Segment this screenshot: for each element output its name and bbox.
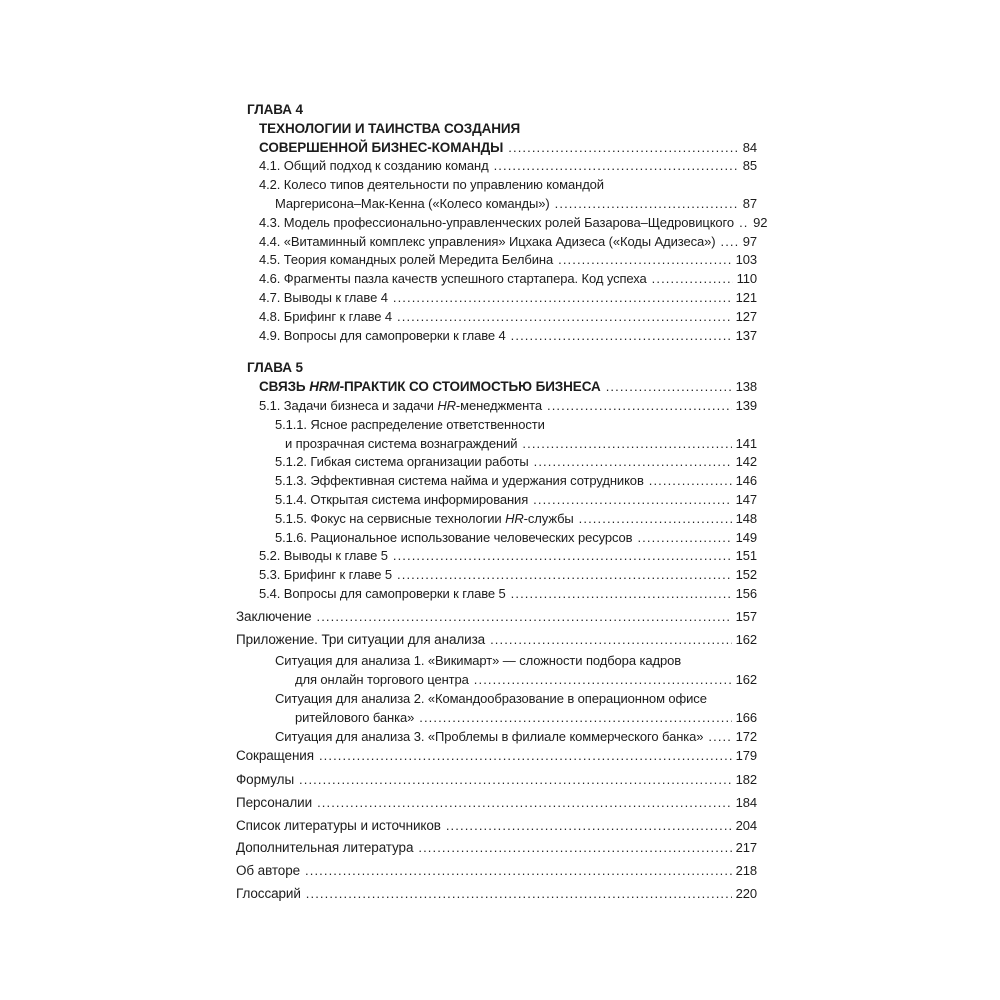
toc-entry-text: 4.1. Общий подход к созданию команд	[259, 158, 489, 174]
leader-dots	[649, 472, 732, 491]
leader-dots	[547, 397, 732, 416]
toc-entry-text: 5.4. Вопросы для самопроверки к главе 5	[259, 585, 506, 601]
toc-line-ch5-label	[236, 359, 757, 378]
leader-dots	[606, 378, 732, 397]
toc-line-ch4-label	[236, 101, 757, 120]
toc-line-situaciya-1-line2	[236, 671, 757, 690]
toc-line-item-4-1	[236, 157, 757, 176]
page-number: 151	[735, 548, 757, 564]
toc-entry-text: ритейлового банка»	[295, 709, 415, 725]
leader-dots	[393, 547, 732, 566]
leader-dots	[534, 453, 732, 472]
toc-line-item-5-1-1-line1	[236, 416, 757, 435]
toc-line-ch4-title-line2	[236, 139, 757, 158]
toc-entry-text: 4.3. Модель профессионально-управленческих ролей Базарова–Щедровицкого	[259, 214, 735, 230]
toc-line-situaciya-3	[236, 728, 757, 747]
leader-dots	[474, 671, 732, 690]
toc-entry-text: 4.6. Фрагменты пазла качеств успешного стартапера. Код успеха	[259, 271, 647, 287]
toc-entry-text: 5.1. Задачи бизнеса и задачи HR-менеджмента	[259, 397, 542, 413]
page-number: 103	[735, 252, 757, 268]
toc-entry-text: 4.8. Брифинг к главе 4	[259, 308, 393, 324]
toc-entry-text: 5.3. Брифинг к главе 5	[259, 567, 393, 583]
toc-entry-text: Дополнительная литература	[236, 840, 414, 856]
toc-line-prilozhenie	[236, 631, 757, 650]
leader-dots	[637, 529, 731, 548]
toc-entry-text: 4.5. Теория командных ролей Мередита Белбина	[259, 252, 554, 268]
page-number: 110	[736, 271, 757, 287]
toc-entry-text: Персоналии	[236, 794, 313, 810]
toc-entry-text: Сокращения	[236, 748, 314, 764]
toc-line-item-5-1-3	[236, 472, 757, 491]
page-number: 156	[735, 585, 757, 601]
toc-line-glossarij	[236, 885, 757, 904]
toc-line-item-5-4	[236, 585, 757, 604]
page-number: 127	[735, 308, 757, 324]
page-number: 152	[735, 567, 757, 583]
leader-dots	[508, 139, 738, 158]
page-number: 84	[742, 139, 757, 155]
leader-dots	[558, 251, 731, 270]
leader-dots	[739, 214, 749, 233]
toc-entry-text: 5.1.6. Рациональное использование человеческих ресурсов	[275, 529, 633, 545]
page-number: 162	[735, 672, 757, 688]
toc-entry-text: СОВЕРШЕННОЙ БИЗНЕС-КОМАНДЫ	[259, 139, 504, 155]
toc-entry-text: и прозрачная система вознаграждений	[285, 435, 518, 451]
toc-entry-text: 5.1.2. Гибкая система организации работы	[275, 454, 529, 470]
table-of-contents	[236, 101, 768, 904]
toc-line-item-5-1	[236, 397, 757, 416]
leader-dots	[397, 308, 732, 327]
toc-line-situaciya-2-line1	[236, 690, 757, 709]
page-number: 139	[735, 397, 757, 413]
page-number: 218	[735, 863, 757, 879]
toc-entry-text: Ситуация для анализа 1. «Викимарт» — сложности подбора кадров	[275, 653, 682, 669]
page-number: 204	[735, 817, 757, 833]
page-number: 162	[735, 631, 757, 647]
toc-line-situaciya-2-line2	[236, 709, 757, 728]
toc-line-sokrashcheniya	[236, 747, 757, 766]
page-number: 148	[735, 510, 757, 526]
toc-entry-text: Об авторе	[236, 863, 301, 879]
toc-line-ob-avtore	[236, 862, 757, 881]
leader-dots	[319, 747, 732, 766]
toc-entry-text: Список литературы и источников	[236, 817, 441, 833]
leader-dots	[511, 585, 732, 604]
toc-entry-text: 4.9. Вопросы для самопроверки к главе 4	[259, 327, 506, 343]
toc-line-item-5-1-2	[236, 453, 757, 472]
leader-dots	[317, 794, 732, 813]
toc-line-item-5-1-6	[236, 529, 757, 548]
toc-line-item-4-5	[236, 251, 757, 270]
toc-entry-text: 4.4. «Витаминный комплекс управления» Ицхака Адизеса («Коды Адизеса»)	[259, 233, 716, 249]
page-number: 166	[735, 709, 757, 725]
toc-entry-text: Приложение. Три ситуации для анализа	[236, 631, 486, 647]
toc-lines	[236, 101, 768, 904]
leader-dots	[397, 566, 732, 585]
leader-dots	[306, 885, 732, 904]
toc-line-dopolnitelnaya-literatura	[236, 839, 757, 858]
page-number: 87	[742, 195, 757, 211]
toc-line-item-4-3	[236, 214, 768, 233]
leader-dots	[652, 270, 733, 289]
page-number: 182	[735, 772, 757, 788]
page-number: 142	[735, 454, 757, 470]
leader-dots	[418, 839, 731, 858]
leader-dots	[446, 817, 732, 836]
toc-entry-text: ГЛАВА 5	[247, 360, 303, 376]
leader-dots	[579, 510, 732, 529]
page-number: 85	[742, 158, 757, 174]
toc-entry-text: 5.1.3. Эффективная система найма и удержания сотрудников	[275, 473, 644, 489]
toc-entry-text: Ситуация для анализа 2. «Командообразование в операционном офисе	[275, 690, 707, 706]
toc-entry-text: 5.1.1. Ясное распределение ответственности	[275, 416, 545, 432]
leader-dots	[522, 435, 731, 454]
leader-dots	[316, 608, 731, 627]
leader-dots	[494, 157, 739, 176]
leader-dots	[419, 709, 731, 728]
leader-dots	[299, 771, 732, 790]
page-number: 147	[735, 491, 757, 507]
toc-line-item-4-6	[236, 270, 757, 289]
toc-line-item-4-2-line1	[236, 176, 757, 195]
toc-entry-text: 5.1.4. Открытая система информирования	[275, 491, 529, 507]
leader-dots	[555, 195, 739, 214]
toc-entry-text: ТЕХНОЛОГИИ И ТАИНСТВА СОЗДАНИЯ	[259, 120, 521, 136]
toc-line-personalii	[236, 794, 757, 813]
toc-line-situaciya-1-line1	[236, 652, 757, 671]
toc-entry-text: СВЯЗЬ HRM-ПРАКТИК СО СТОИМОСТЬЮ БИЗНЕСА	[259, 379, 601, 395]
page-number: 121	[735, 289, 757, 305]
toc-line-spisok-literatury	[236, 817, 757, 836]
toc-line-item-5-1-4	[236, 491, 757, 510]
toc-entry-text: 4.2. Колесо типов деятельности по управлению командой	[259, 177, 604, 193]
toc-line-item-5-2	[236, 547, 757, 566]
toc-entry-text: Маргерисона–Мак-Кенна («Колесо команды»)	[275, 195, 550, 211]
leader-dots	[511, 327, 732, 346]
toc-entry-text: Формулы	[236, 772, 295, 788]
toc-line-ch5-title	[236, 378, 757, 397]
toc-entry-text: 4.7. Выводы к главе 4	[259, 289, 388, 305]
page-number: 157	[735, 608, 757, 624]
page-number: 179	[735, 748, 757, 764]
toc-line-item-4-2-line2	[236, 195, 757, 214]
toc-entry-text: для онлайн торгового центра	[295, 672, 469, 688]
toc-line-formuly	[236, 771, 757, 790]
page-number: 220	[735, 886, 757, 902]
toc-line-item-4-9	[236, 327, 757, 346]
page-number: 146	[735, 473, 757, 489]
toc-line-zakluchenie	[236, 608, 757, 627]
page-number: 97	[742, 233, 757, 249]
page-number: 172	[735, 728, 757, 744]
leader-dots	[533, 491, 731, 510]
leader-dots	[708, 728, 731, 747]
toc-line-item-4-4	[236, 233, 757, 252]
leader-dots	[720, 233, 738, 252]
page-number: 137	[735, 327, 757, 343]
toc-entry-text: ГЛАВА 4	[247, 102, 303, 117]
page-number: 149	[735, 529, 757, 545]
toc-line-item-5-1-1-line2	[236, 435, 757, 454]
toc-line-item-5-3	[236, 566, 757, 585]
leader-dots	[490, 631, 732, 650]
toc-entry-text: Заключение	[236, 608, 312, 624]
page-number: 217	[735, 840, 757, 856]
toc-entry-text: Ситуация для анализа 3. «Проблемы в филиале коммерческого банка»	[275, 728, 704, 744]
toc-entry-text: 5.2. Выводы к главе 5	[259, 548, 388, 564]
leader-dots	[393, 289, 732, 308]
toc-entry-text: Глоссарий	[236, 886, 301, 902]
toc-line-item-4-8	[236, 308, 757, 327]
toc-line-ch4-title-line1	[236, 120, 757, 139]
toc-line-item-5-1-5	[236, 510, 757, 529]
toc-line-item-4-7	[236, 289, 757, 308]
leader-dots	[305, 862, 732, 881]
page-number: 138	[735, 379, 757, 395]
toc-entry-text: 5.1.5. Фокус на сервисные технологии HR-службы	[275, 510, 574, 526]
page-number: 92	[753, 214, 768, 230]
page-number: 141	[735, 435, 757, 451]
page-number: 184	[735, 794, 757, 810]
